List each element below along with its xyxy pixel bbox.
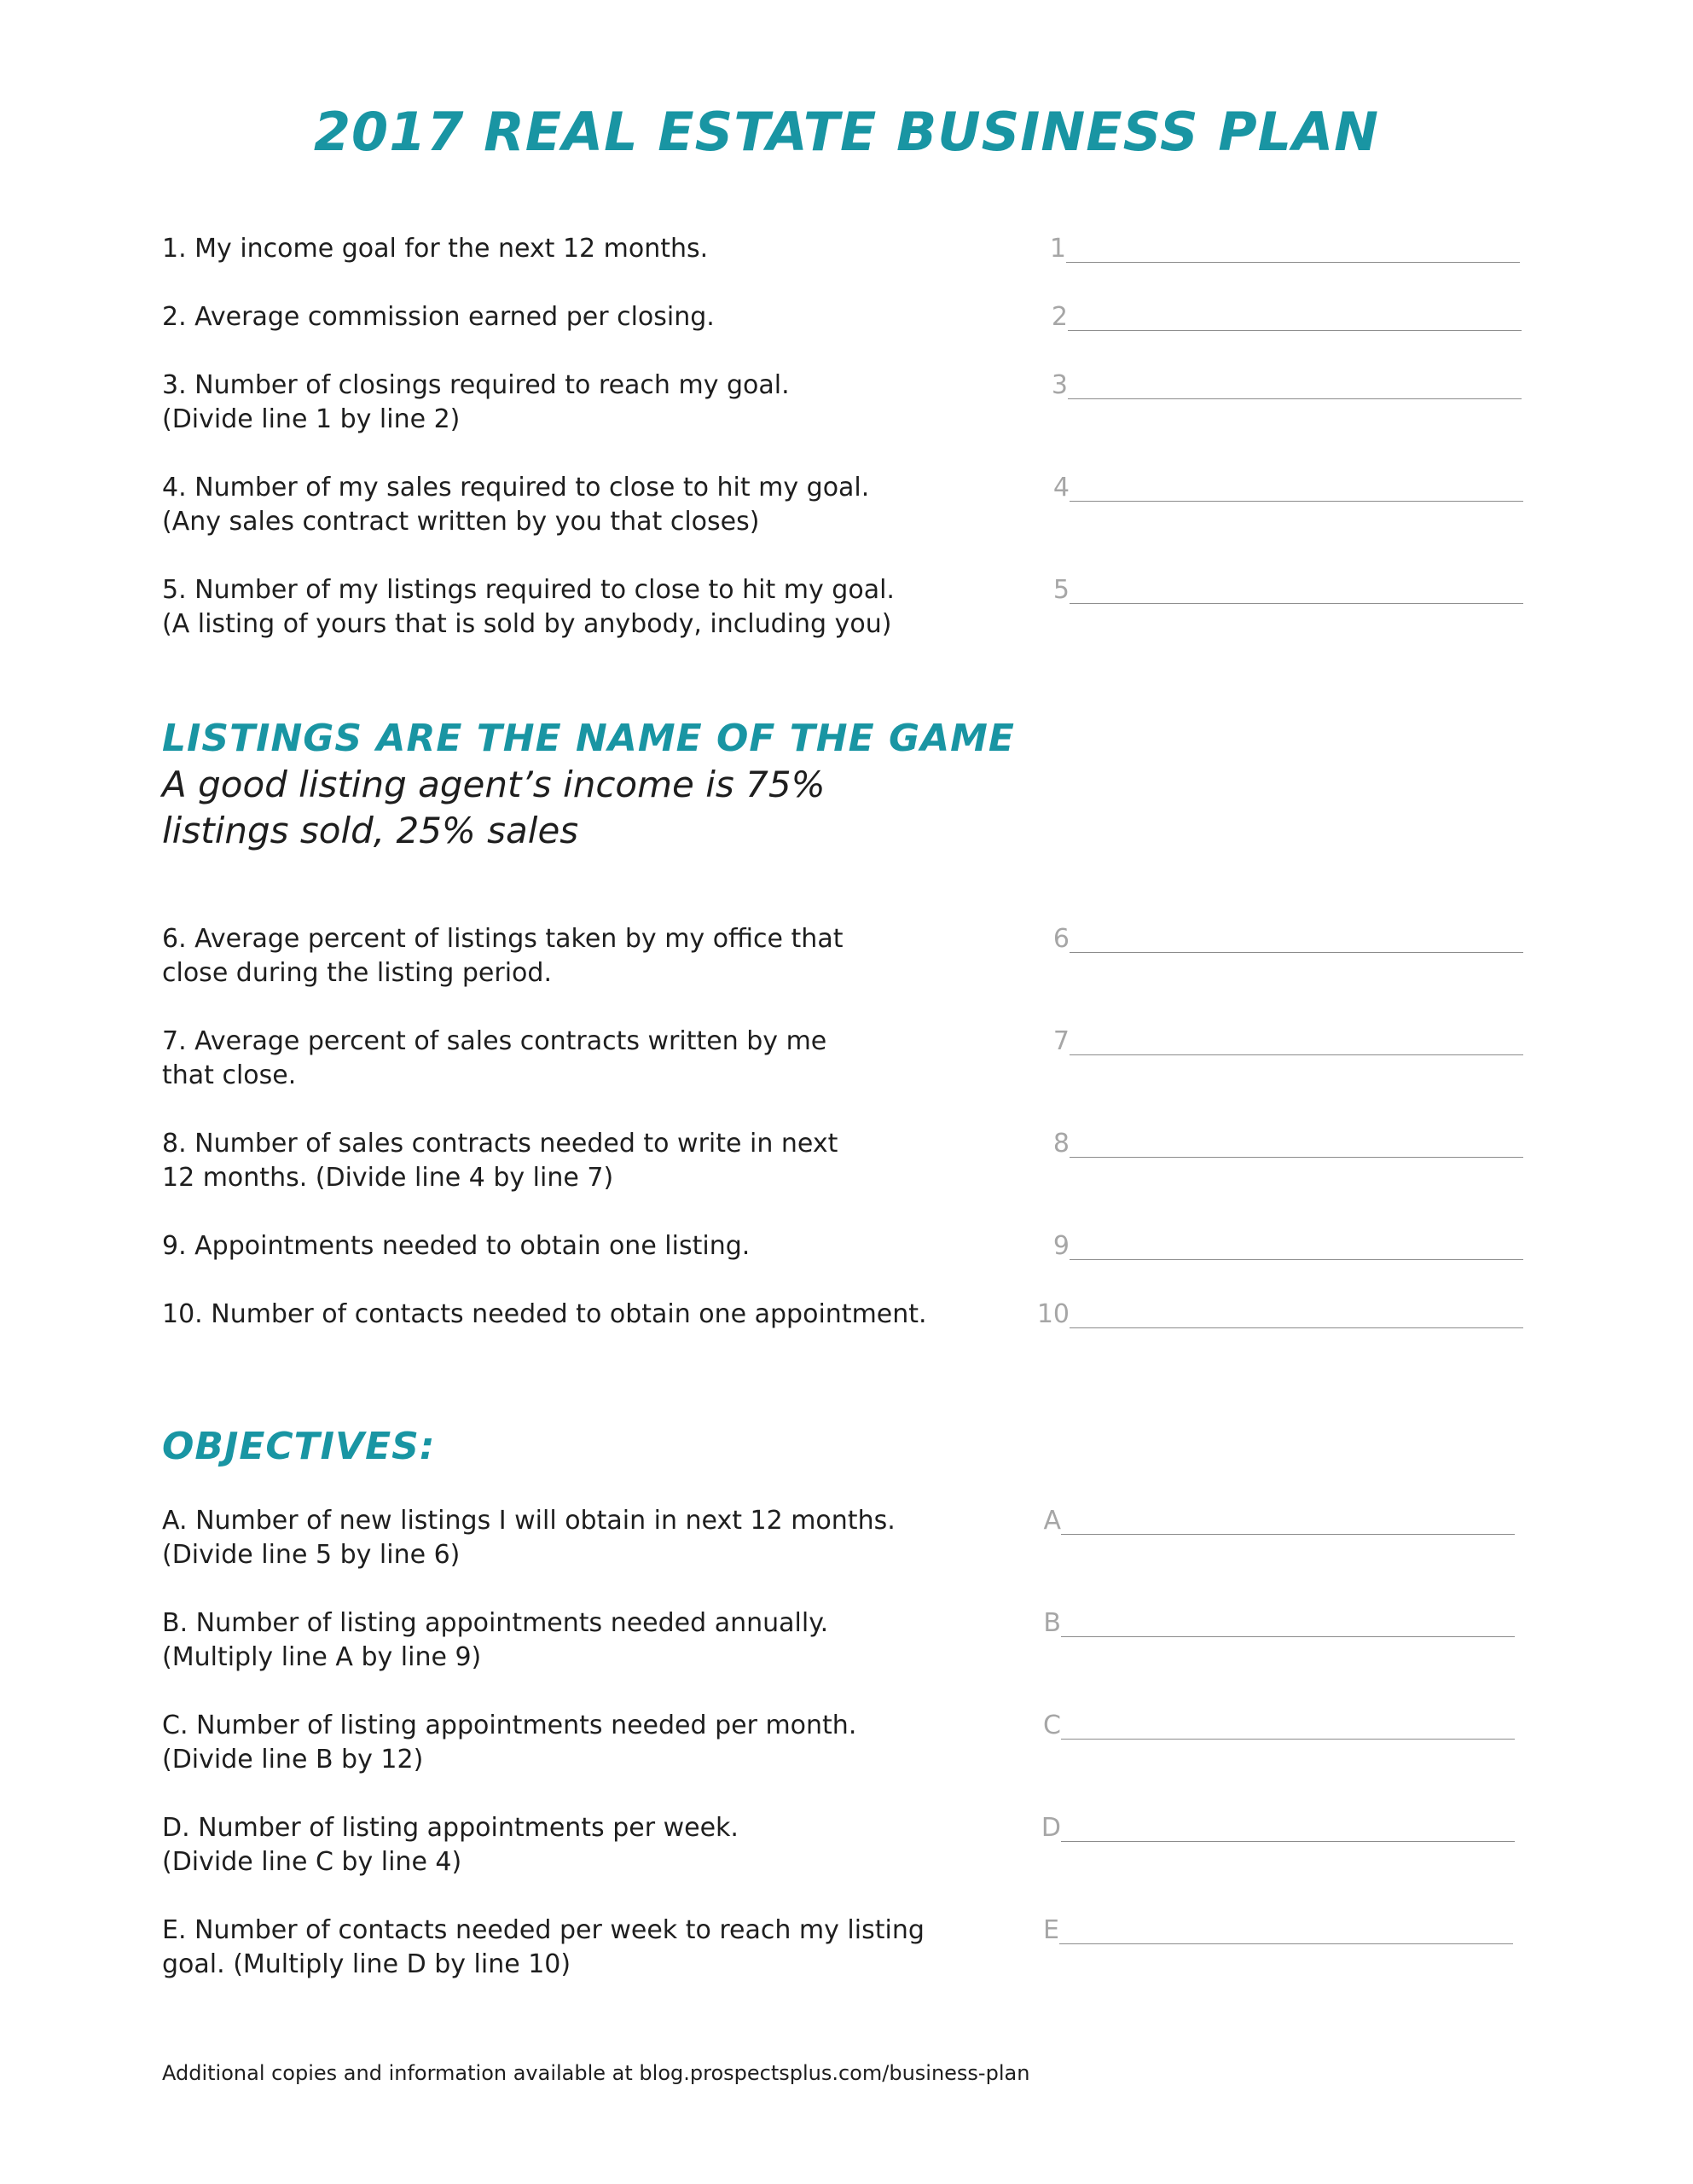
item-description	[162, 1709, 981, 1777]
item-description	[162, 1127, 981, 1195]
item-text-line: (Divide line 1 by line 2)	[162, 404, 461, 434]
answer-label: C	[1043, 1711, 1061, 1740]
answer-field[interactable]	[1061, 1534, 1515, 1535]
answer-label: B	[1043, 1608, 1061, 1638]
item-description	[162, 1504, 981, 1572]
item-text-line: B. Number of listing appointments needed annually.	[162, 1608, 829, 1638]
answer-field[interactable]	[1070, 1259, 1523, 1260]
answer-field[interactable]	[1070, 952, 1523, 953]
item-text-line: 5. Number of my listings required to close to hit my goal.	[162, 575, 895, 605]
answer-field[interactable]	[1070, 1327, 1523, 1328]
answer-field[interactable]	[1068, 398, 1522, 399]
answer-label: 4	[1052, 473, 1070, 502]
item-text-line: close during the listing period.	[162, 958, 552, 988]
answer-label: 6	[1052, 924, 1070, 954]
answer-label: E	[1043, 1915, 1059, 1945]
answer-label: 9	[1052, 1231, 1070, 1261]
item-text-line: 6. Average percent of listings taken by my office that	[162, 924, 844, 954]
page-title: 2017 REAL ESTATE BUSINESS PLAN	[313, 101, 1380, 163]
subtitle-line: listings sold, 25% sales	[162, 810, 579, 851]
item-text-line: (Multiply line A by line 9)	[162, 1642, 482, 1672]
answer-label: 8	[1052, 1129, 1070, 1159]
item-description	[162, 232, 981, 266]
item-description	[162, 1025, 981, 1093]
answer-field[interactable]	[1059, 1943, 1513, 1944]
item-description	[162, 471, 981, 539]
answer-field[interactable]	[1070, 1054, 1523, 1055]
item-description	[162, 1811, 981, 1879]
item-text-line: A. Number of new listings I will obtain in next 12 months.	[162, 1506, 896, 1536]
item-description	[162, 1606, 981, 1675]
answer-label: A	[1043, 1506, 1061, 1536]
answer-field[interactable]	[1070, 603, 1523, 604]
objectives-section-heading: OBJECTIVES:	[162, 1425, 436, 1468]
item-text-line: 8. Number of sales contracts needed to write in next	[162, 1129, 838, 1159]
item-text-line: (Any sales contract written by you that closes)	[162, 507, 760, 537]
answer-field[interactable]	[1070, 501, 1523, 502]
item-text-line: 4. Number of my sales required to close to hit my goal.	[162, 473, 870, 502]
item-description	[162, 369, 981, 437]
item-text-line: 12 months. (Divide line 4 by line 7)	[162, 1163, 614, 1193]
answer-label: 3	[1051, 370, 1068, 400]
item-description	[162, 573, 981, 642]
item-description	[162, 300, 981, 334]
answer-field[interactable]	[1061, 1739, 1515, 1740]
answer-label: 7	[1052, 1026, 1070, 1056]
item-text-line: (Divide line 5 by line 6)	[162, 1540, 461, 1570]
answer-field[interactable]	[1068, 330, 1522, 331]
footer-note: Additional copies and information available at blog.prospectsplus.com/business-plan	[162, 2061, 1030, 2085]
item-text-line: 9. Appointments needed to obtain one listing.	[162, 1231, 751, 1261]
item-text-line: E. Number of contacts needed per week to reach my listing	[162, 1915, 925, 1945]
listings-section-subtitle	[162, 762, 930, 854]
answer-field[interactable]	[1066, 262, 1520, 263]
item-text-line: (Divide line B by 12)	[162, 1745, 424, 1774]
item-text-line: (A listing of yours that is sold by anybody, including you)	[162, 609, 892, 639]
item-text-line: 1. My income goal for the next 12 months.	[162, 234, 709, 264]
answer-label: 10	[1036, 1299, 1070, 1329]
item-text-line: goal. (Multiply line D by line 10)	[162, 1949, 571, 1979]
answer-label: 2	[1051, 302, 1068, 332]
answer-label: D	[1041, 1813, 1061, 1843]
listings-section-heading: LISTINGS ARE THE NAME OF THE GAME	[162, 717, 1015, 760]
item-text-line: D. Number of listing appointments per week.	[162, 1813, 739, 1843]
item-description	[162, 922, 981, 990]
item-text-line: 10. Number of contacts needed to obtain one appointment.	[162, 1299, 927, 1329]
item-text-line: 2. Average commission earned per closing.	[162, 302, 715, 332]
answer-label: 5	[1052, 575, 1070, 605]
subtitle-line: A good listing agent’s income is 75%	[162, 764, 826, 805]
answer-field[interactable]	[1070, 1157, 1523, 1158]
item-text-line: 7. Average percent of sales contracts written by me	[162, 1026, 827, 1056]
answer-label: 1	[1049, 234, 1066, 264]
item-description	[162, 1298, 981, 1332]
item-text-line: 3. Number of closings required to reach my goal.	[162, 370, 790, 400]
item-description	[162, 1914, 981, 1982]
item-text-line: C. Number of listing appointments needed per month.	[162, 1711, 857, 1740]
answer-field[interactable]	[1061, 1841, 1515, 1842]
item-text-line: that close.	[162, 1060, 297, 1090]
item-description	[162, 1229, 981, 1263]
answer-field[interactable]	[1061, 1636, 1515, 1637]
item-text-line: (Divide line C by line 4)	[162, 1847, 462, 1877]
